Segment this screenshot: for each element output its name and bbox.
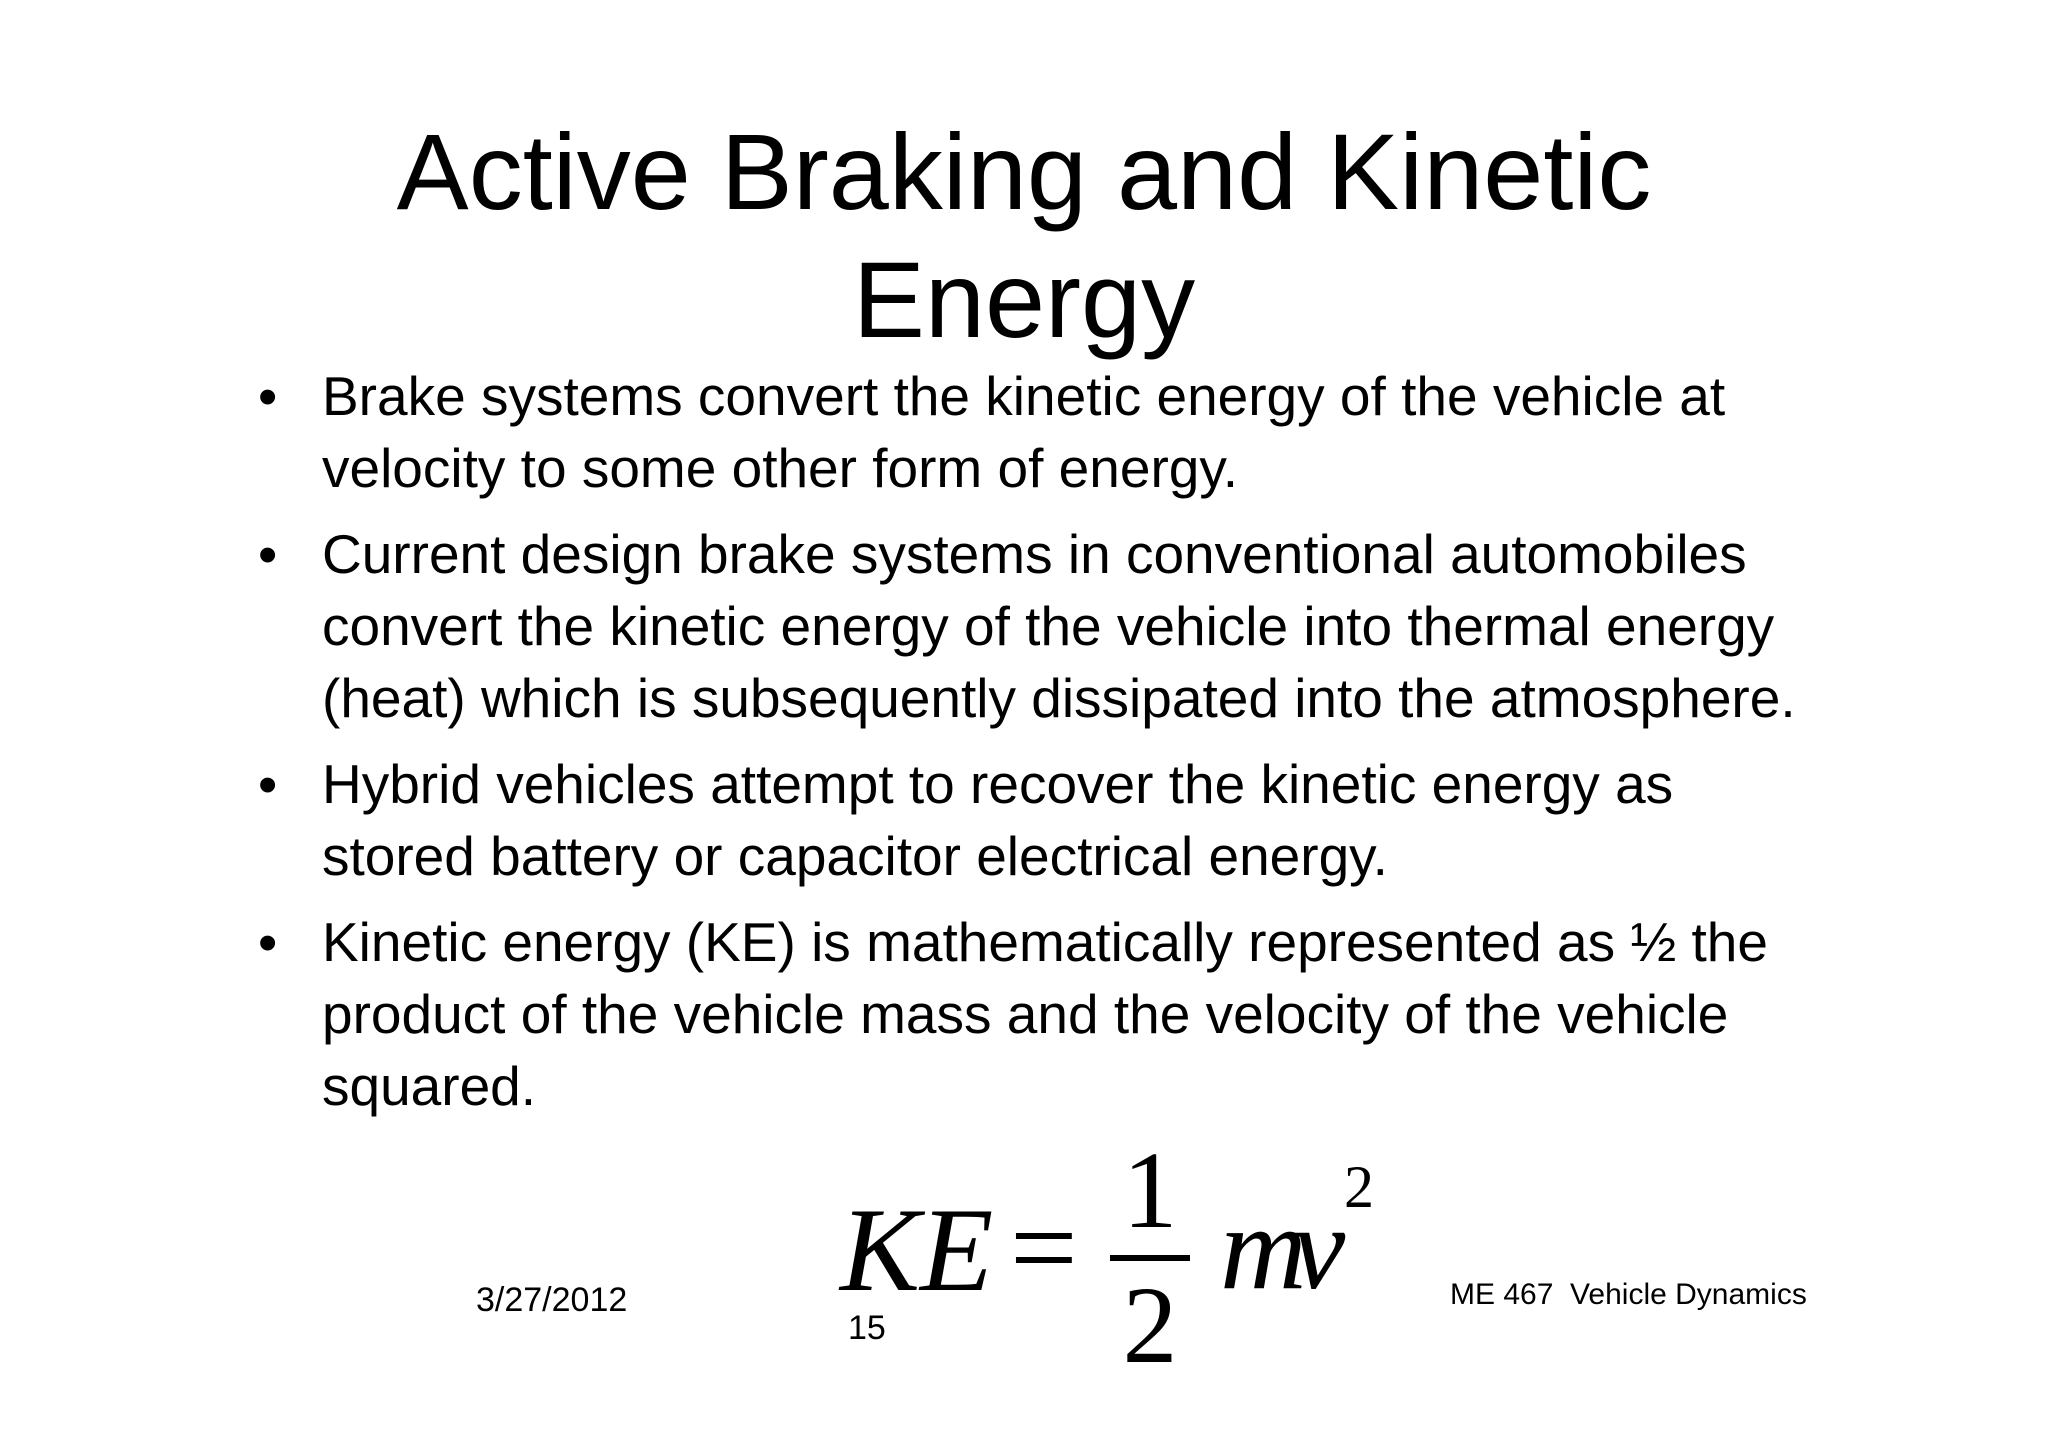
- bullet-marker: •: [258, 753, 278, 815]
- footer-course-name: ME 467 Vehicle Dynamics: [1450, 1278, 1807, 1311]
- formula-fraction-bar: [1110, 1255, 1190, 1261]
- formula-mass: m: [1220, 1181, 1307, 1314]
- bullet-item: [258, 748, 1818, 892]
- bullet-marker: •: [258, 523, 278, 585]
- bullet-text: Kinetic energy (KE) is mathematically represented as ½ the product of the vehicle mass and the velocity of the vehicle squared.: [322, 911, 1768, 1117]
- formula-denominator: 2: [1122, 1264, 1178, 1386]
- formula-numerator: 1: [1122, 1129, 1178, 1251]
- formula-exponent: 2: [1344, 1154, 1374, 1220]
- formula-velocity: v: [1292, 1181, 1346, 1314]
- bullet-marker: •: [258, 911, 278, 973]
- bullet-text: Brake systems convert the kinetic energy of the vehicle at velocity to some other form of energy.: [322, 365, 1726, 499]
- formula-lhs: KE: [840, 1183, 994, 1316]
- slide-title: [0, 108, 2048, 364]
- bullet-text: Hybrid vehicles attempt to recover the kinetic energy as stored battery or capacitor electrical energy.: [322, 753, 1674, 887]
- slide-title-line-2: Energy: [852, 239, 1196, 360]
- slide-title-line-1: Active Braking and Kinetic: [396, 111, 1652, 232]
- footer-page-number: 15: [848, 1309, 886, 1347]
- footer-date: 3/27/2012: [476, 1281, 628, 1319]
- bullet-item: [258, 518, 1818, 734]
- bullet-item: [258, 360, 1818, 504]
- formula-equals-sign: =: [1010, 1181, 1078, 1314]
- formula-fraction: [1100, 1130, 1200, 1390]
- bullet-list: [258, 360, 1818, 1136]
- kinetic-energy-formula: [840, 1130, 1400, 1390]
- bullet-item: [258, 906, 1818, 1122]
- bullet-text: Current design brake systems in conventional automobiles convert the kinetic energy of the vehicle into thermal energy (heat) which is subsequently dissipated into the atmosphere.: [322, 523, 1796, 729]
- bullet-marker: •: [258, 365, 278, 427]
